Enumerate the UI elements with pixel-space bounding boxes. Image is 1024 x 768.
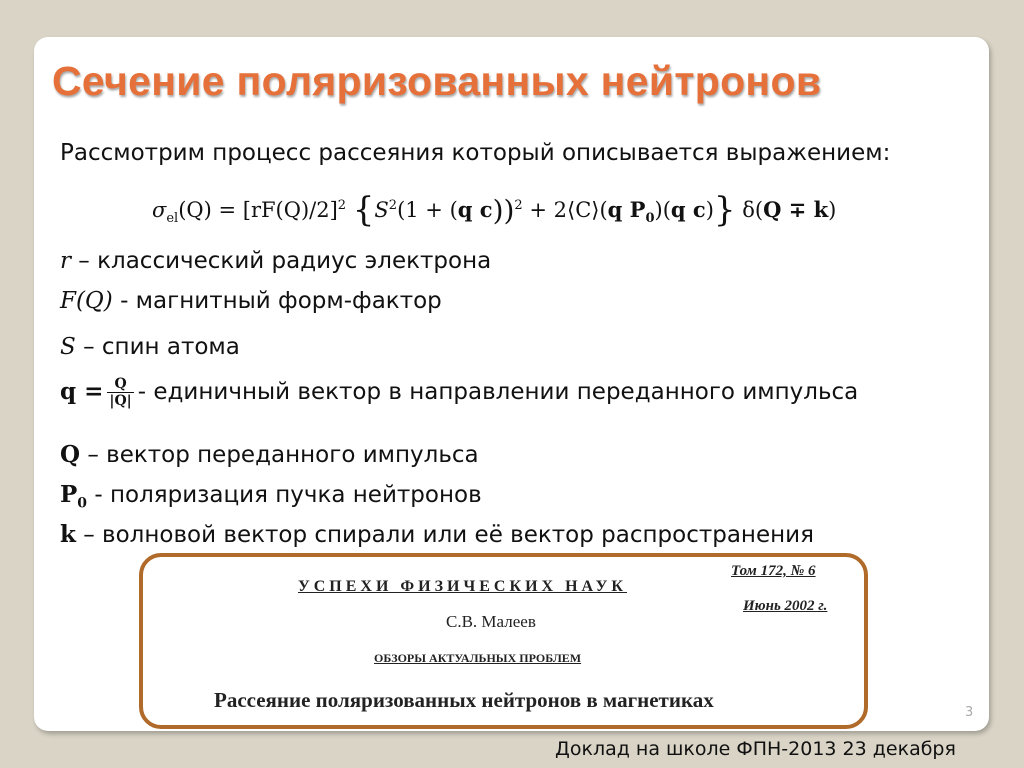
definition-momentum-transfer-symbol: Q (60, 441, 81, 468)
formula-left-brace: { (352, 190, 375, 230)
formula-part-3-sup: 2 (514, 198, 523, 213)
formula-part-3: )) (492, 194, 515, 227)
formula-part-4: + 2⟨C⟩( (522, 198, 608, 222)
unit-vector-fraction (107, 376, 133, 409)
reference-author: С.В. Малеев (446, 612, 536, 631)
reference-date: Июнь 2002 г. (743, 598, 828, 614)
definition-form-factor (60, 288, 442, 314)
formula-qc-1: q c (457, 197, 493, 222)
formula-part-1-sup: 2 (337, 198, 347, 213)
definition-polarization-symbol: P (60, 481, 78, 508)
formula-S-sup: 2 (388, 198, 398, 213)
definition-unit-vector-text: - единичный вектор в направлении переданного импульса (137, 379, 859, 405)
formula-qP-sub: 0 (645, 211, 655, 227)
reference-section: ОБЗОРЫ АКТУАЛЬНЫХ ПРОБЛЕМ (374, 651, 582, 665)
formula-S: S (374, 198, 389, 222)
definition-momentum-transfer-text: – вектор переданного импульса (80, 442, 479, 468)
definition-r (60, 248, 491, 274)
definition-wave-vector (60, 521, 814, 548)
fraction-numerator: Q (107, 376, 133, 393)
formula-Qk: Q ∓ k (763, 197, 829, 222)
fraction-denominator: |Q| (109, 393, 132, 409)
definition-polarization (60, 481, 482, 512)
formula-part-2: (1 + ( (397, 198, 458, 222)
formula-part-5: )( (654, 198, 671, 222)
definition-spin (60, 334, 240, 360)
definition-form-factor-symbol: F(Q) (60, 288, 113, 314)
reference-volume: Том 172, № 6 (731, 563, 816, 579)
formula-sigma-sub: el (166, 211, 179, 227)
formula-part-6: ) (705, 198, 714, 222)
formula-part-8: ) (828, 198, 837, 222)
definition-form-factor-text: - магнитный форм-фактор (112, 288, 442, 314)
formula-qc-2: q c (670, 197, 706, 222)
slide-title: Сечение поляризованных нейтронов (52, 58, 822, 104)
definition-wave-vector-text: – волновой вектор спирали или её вектор распространения (75, 522, 814, 548)
formula-part-1: (Q) = [rF(Q)/2] (178, 198, 338, 222)
page-number: 3 (965, 705, 974, 720)
definition-spin-text: – спин атома (75, 334, 240, 360)
cross-section-formula (152, 190, 836, 230)
definition-polarization-text: - поляризация пучка нейтронов (87, 482, 482, 508)
definition-wave-vector-symbol: k (60, 521, 76, 548)
definition-r-text: – классический радиус электрона (71, 248, 492, 274)
definition-momentum-transfer (60, 441, 479, 468)
formula-right-brace: } (713, 190, 736, 230)
footer-text: Доклад на школе ФПН-2013 23 декабря (555, 738, 956, 760)
definition-unit-vector-symbol: q = (60, 378, 104, 405)
formula-part-7: δ( (742, 198, 764, 222)
definition-spin-symbol: S (60, 334, 76, 360)
formula-sigma: σ (152, 198, 167, 222)
definition-r-symbol: r (60, 248, 71, 274)
reference-journal: УСПЕХИ ФИЗИЧЕСКИХ НАУК (298, 578, 627, 595)
reference-article-title: Рассеяние поляризованных нейтронов в магнетиках (214, 688, 714, 712)
formula-qP: q P (607, 197, 646, 222)
definition-unit-vector (60, 376, 858, 409)
intro-text: Рассмотрим процесс рассеяния который описывается выражением: (60, 140, 891, 166)
definition-polarization-sub: 0 (77, 495, 88, 512)
